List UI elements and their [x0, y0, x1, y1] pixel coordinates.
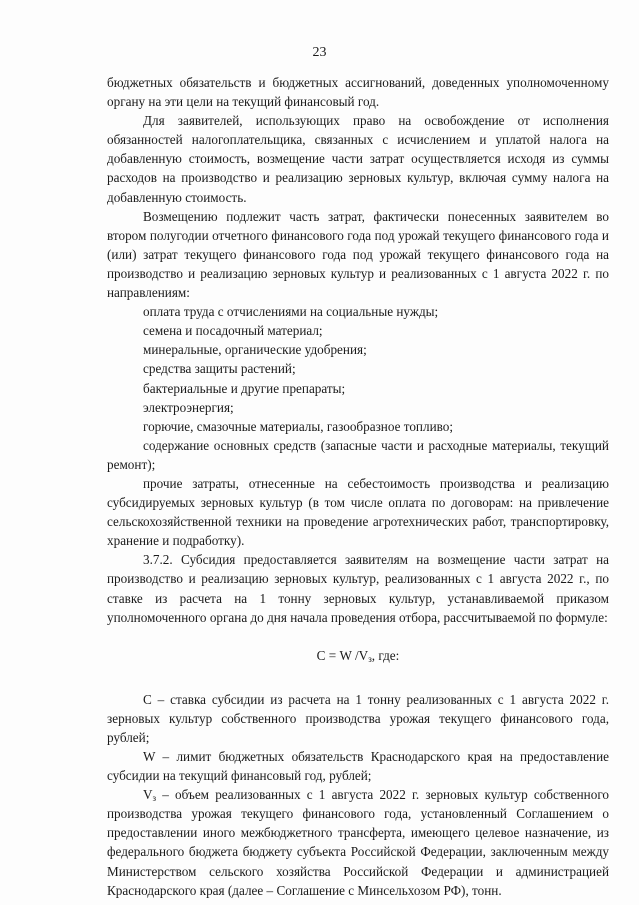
definition-w: W – лимит бюджетных обязательств Краснодарского края на предоставление субсидии на текущий финансовый год, рублей;	[107, 749, 609, 784]
list-item: средства защиты растений;	[143, 361, 296, 377]
formula-tail: , где:	[371, 647, 400, 663]
definition-v-symbol: V	[143, 787, 153, 803]
list-item: бактериальные и другие препараты;	[143, 380, 346, 396]
page-number: 23	[312, 45, 327, 60]
paragraph-continuation: бюджетных обязательств и бюджетных ассигнований, доведенных уполномоченному органу на эти цели на текущий финансовый год.	[107, 75, 609, 110]
list-item: электроэнергия;	[143, 399, 234, 415]
list-item: горючие, смазочные материалы, газообразное топливо;	[143, 418, 454, 434]
definition-v-text: – объем реализованных с 1 августа 2022 г. зерновых культур собственного производства урожая текущего финансового года, установленный Соглашением о предоставлении иного межбюджетного трансферта, имеющего целевое назначение, из федерального бюджета бюджету субъекта Российской Федерации, заключенным между Министерством сельского хозяйства Российской Федерации и администрацией Краснодарского края (далее – Соглашение с Минсельхозом РФ), тонн.	[107, 787, 609, 898]
list-item-fixed-assets: содержание основных средств (запасные части и расходные материалы, текущий ремонт);	[107, 437, 609, 472]
paragraph-vat-exemption: Для заявителей, использующих право на освобождение от исполнения обязанностей налогоплательщика, связанных с исчислением и уплатой налога на добавленную стоимость, возмещение части затрат осуществляется исходя из суммы расходов на производство и реализацию зерновых культур, включая сумму налога на добавленную стоимость.	[107, 113, 609, 205]
formula	[107, 627, 609, 690]
document-body	[107, 73, 609, 900]
list-item: минеральные, органические удобрения;	[143, 342, 367, 358]
definition-v-subscript: з	[152, 793, 157, 804]
list-item: оплата труда с отчислениями на социальные нужды;	[143, 304, 439, 320]
formula-subscript: з	[368, 653, 372, 664]
paragraph-3-7-2: 3.7.2. Субсидия предоставляется заявителям на возмещение части затрат на производство и реализацию зерновых культур, реализованных с 1 августа 2022 г., по ставке из расчета на 1 тонну зерновых культур, устанавливаемой приказом уполномоченного органа до дня начала проведения отбора, рассчитываемой по формуле:	[107, 552, 609, 625]
definition-v	[107, 785, 609, 900]
list-item-other-costs: прочие затраты, отнесенные на себестоимость производства и реализацию субсидируемых зерновых культур (в том числе оплата по договорам: на привлечение сельскохозяйственной техники на проведение агротехнических работ, транспортировку, хранение и подработку).	[107, 475, 609, 549]
paragraph-reimbursement: Возмещению подлежит часть затрат, фактически понесенных заявителем во втором полугодии отчетного финансового года под урожай текущего финансового года и (или) затрат текущего финансового года под урожай текущего финансового года на производство и реализацию зерновых культур и реализованных с 1 августа 2022 г. по направлениям:	[107, 208, 609, 301]
formula-lhs: С = W /V	[316, 647, 369, 663]
list-item: семена и посадочный материал;	[143, 323, 323, 339]
definition-c: С – ставка субсидии из расчета на 1 тонну реализованных с 1 августа 2022 г. зерновых культур собственного производства урожая текущего финансового года, рублей;	[107, 691, 609, 745]
